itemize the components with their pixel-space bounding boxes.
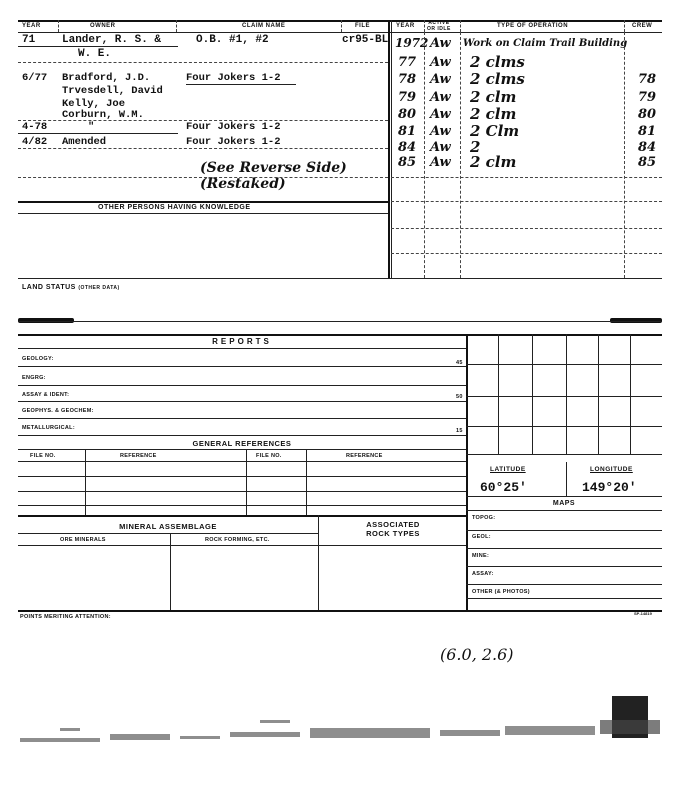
divider [306, 449, 307, 515]
op-row-8-crew: 85 [638, 155, 657, 170]
op-row-8-type: 2 clm [470, 153, 517, 171]
ore-minerals-label: ORE MINERALS [60, 537, 106, 543]
op-row-6-crew: 81 [638, 124, 657, 139]
report-assay-num: 50 [456, 394, 463, 400]
owner-row-5-owner: Kelly, Joe [62, 98, 126, 110]
mineral-assemblage-title: MINERAL ASSEMBLAGE [119, 522, 217, 531]
op-row-2-type: 2 clms [470, 53, 525, 71]
header-or-idle: OR IDLE [427, 26, 451, 32]
grid-line [566, 334, 567, 454]
op-row-7-year: 84 [398, 140, 417, 155]
reports-title: REPORTS [212, 337, 272, 346]
row-line [391, 201, 662, 202]
owner-row-1-claim: O.B. #1, #2 [196, 34, 269, 46]
row-line [466, 510, 662, 511]
grid-line [466, 364, 662, 365]
header-file: FILE [355, 23, 370, 29]
associated-label: ASSOCIATED [366, 520, 420, 529]
divider [318, 515, 319, 610]
report-geophys: GEOPHYS. & GEOCHEM: [22, 408, 94, 414]
owner-row-1-owner: Lander, R. S. & [62, 34, 162, 46]
op-row-3-type: 2 clms [470, 70, 525, 88]
owner-row-1-file: cr95-BL [342, 34, 389, 46]
header-bottom-line [18, 32, 662, 33]
divider [85, 449, 86, 515]
divider [424, 32, 425, 278]
note-restaked: (Restaked) [200, 176, 286, 192]
grid-line [466, 426, 662, 427]
owner-row-7-claim: Four Jokers 1-2 [186, 121, 281, 133]
divider [58, 20, 59, 32]
header-active-idle [427, 20, 451, 32]
divider [246, 449, 247, 515]
op-row-3-year: 78 [398, 72, 417, 87]
rock-types-label: ROCK TYPES [366, 529, 420, 538]
header-crew: CREW [632, 23, 653, 29]
row-line [18, 435, 466, 436]
associated-rock-types [320, 520, 466, 538]
latitude-label: LATITUDE [490, 466, 526, 473]
map-mine: MINE: [472, 553, 490, 559]
owner-row-2-owner: W. E. [78, 48, 112, 60]
grid-line [498, 334, 499, 454]
op-row-6-year: 81 [398, 124, 417, 139]
op-row-5-status: Aw [430, 107, 451, 122]
row-line [466, 584, 662, 585]
op-row-6-type: 2 Clm [470, 122, 520, 140]
row-line [391, 177, 662, 178]
maps-title: MAPS [552, 500, 576, 507]
op-row-8-status: Aw [430, 155, 451, 170]
note-see-reverse: (See Reverse Side) [200, 160, 347, 176]
op-row-1-type: Work on Claim Trail Building [463, 38, 628, 49]
row-line [466, 496, 662, 497]
section-line [18, 321, 662, 322]
divider [624, 32, 625, 278]
section-bottom-line [18, 610, 662, 612]
header-active: ACTIVE [428, 20, 450, 26]
longitude-label: LONGITUDE [590, 466, 633, 473]
row-line [391, 253, 662, 254]
report-geology: GEOLOGY: [22, 356, 54, 362]
row-line [391, 228, 662, 229]
handwritten-coordinates: (6.0, 2.6) [440, 645, 514, 664]
op-row-2-year: 77 [398, 55, 417, 70]
land-status-text: LAND STATUS [22, 284, 76, 291]
latitude-value: 60°25' [480, 480, 527, 495]
general-references-title: GENERAL REFERENCES [192, 439, 292, 448]
header-type-of-operation: TYPE OF OPERATION [497, 23, 569, 29]
divider-main [388, 20, 390, 278]
gr-reference-2: REFERENCE [346, 453, 383, 459]
op-row-3-crew: 78 [638, 72, 657, 87]
grid-line [532, 334, 533, 454]
grid-line [598, 334, 599, 454]
header-year: YEAR [22, 23, 41, 29]
other-persons-label: OTHER PERSONS HAVING KNOWLEDGE [98, 204, 251, 211]
row-line [18, 545, 466, 546]
divider-main [466, 334, 468, 610]
row-line [18, 148, 388, 149]
grid-line [466, 396, 662, 397]
points-meriting-label: POINTS MERITING ATTENTION: [20, 614, 111, 620]
row-line [18, 385, 466, 386]
scan-noise-band [0, 690, 678, 760]
map-topog: TOPOG: [472, 515, 496, 521]
op-row-7-status: Aw [430, 140, 451, 155]
op-row-4-status: Aw [430, 90, 451, 105]
op-row-4-year: 79 [398, 90, 417, 105]
row-line [18, 533, 318, 534]
divider [460, 32, 461, 278]
report-assay: ASSAY & IDENT: [22, 392, 70, 398]
header-owner: OWNER [90, 23, 116, 29]
header-claim-name: CLAIM NAME [242, 23, 286, 29]
divider [176, 20, 177, 32]
row-line [18, 133, 178, 134]
op-row-1-year: 1972 [395, 36, 429, 50]
op-row-4-type: 2 clm [470, 88, 517, 106]
rock-forming-label: ROCK FORMING, ETC. [205, 537, 270, 543]
divider [341, 20, 342, 32]
map-geol: GEOL: [472, 534, 491, 540]
section-line [18, 278, 662, 279]
op-row-5-type: 2 clm [470, 105, 517, 123]
row-line [18, 62, 388, 63]
row-line [18, 401, 466, 402]
owner-row-8-year: 4/82 [22, 136, 48, 148]
owner-row-7-year: 4-78 [22, 121, 48, 133]
report-metallurgical-num: 15 [456, 428, 463, 434]
op-row-5-year: 80 [398, 107, 417, 122]
divider [170, 533, 171, 610]
owner-row-1-year: 71 [22, 34, 36, 46]
land-status-label [22, 284, 120, 291]
row-line [18, 46, 178, 47]
header-year-2: YEAR [396, 23, 415, 29]
row-line [18, 213, 388, 214]
row-line [18, 418, 466, 419]
row-line [18, 201, 388, 203]
form-code: SP-14819 [634, 611, 652, 616]
op-row-6-status: Aw [430, 124, 451, 139]
row-line [18, 177, 388, 178]
divider [566, 462, 567, 496]
row-line [18, 348, 466, 349]
gr-file-no-2: FILE NO. [256, 453, 282, 459]
op-row-8-year: 85 [398, 155, 417, 170]
row-line [466, 548, 662, 549]
op-row-5-crew: 80 [638, 107, 657, 122]
owner-row-8-owner: Amended [62, 136, 107, 148]
owner-row-7-owner: " [88, 121, 95, 133]
report-metallurgical: METALLURGICAL: [22, 425, 75, 431]
divider-main-2 [391, 20, 392, 278]
divider [624, 20, 625, 32]
report-engrg: ENGRG: [22, 375, 46, 381]
divider [460, 20, 461, 32]
row-line [466, 598, 662, 599]
map-assay: ASSAY: [472, 571, 494, 577]
owner-row-3-year: 6/77 [22, 72, 48, 84]
land-status-other: (OTHER DATA) [78, 285, 120, 291]
grid-line [630, 334, 631, 454]
owner-row-8-claim: Four Jokers 1-2 [186, 136, 281, 148]
op-row-2-status: Aw [430, 55, 451, 70]
gr-reference-1: REFERENCE [120, 453, 157, 459]
op-row-7-crew: 84 [638, 140, 657, 155]
op-row-7-type: 2 [470, 138, 481, 156]
owner-row-6-owner: Corburn, W.M. [62, 109, 144, 121]
row-line [466, 566, 662, 567]
owner-row-4-owner: Trvesdell, David [62, 85, 163, 97]
grid-line [466, 454, 662, 455]
owner-row-3-claim: Four Jokers 1-2 [186, 72, 281, 84]
op-row-3-status: Aw [430, 72, 451, 87]
op-row-1-status: Aw [430, 36, 451, 51]
gr-file-no-1: FILE NO. [30, 453, 56, 459]
op-row-4-crew: 79 [638, 90, 657, 105]
longitude-value: 149°20' [582, 480, 637, 495]
divider [424, 20, 425, 32]
top-border [18, 20, 662, 22]
report-geology-num: 45 [456, 360, 463, 366]
row-line [186, 84, 296, 85]
row-line [18, 366, 466, 367]
row-line [18, 515, 466, 517]
map-other: OTHER (& PHOTOS) [472, 589, 530, 595]
row-line [466, 530, 662, 531]
owner-row-3-owner: Bradford, J.D. [62, 72, 151, 84]
